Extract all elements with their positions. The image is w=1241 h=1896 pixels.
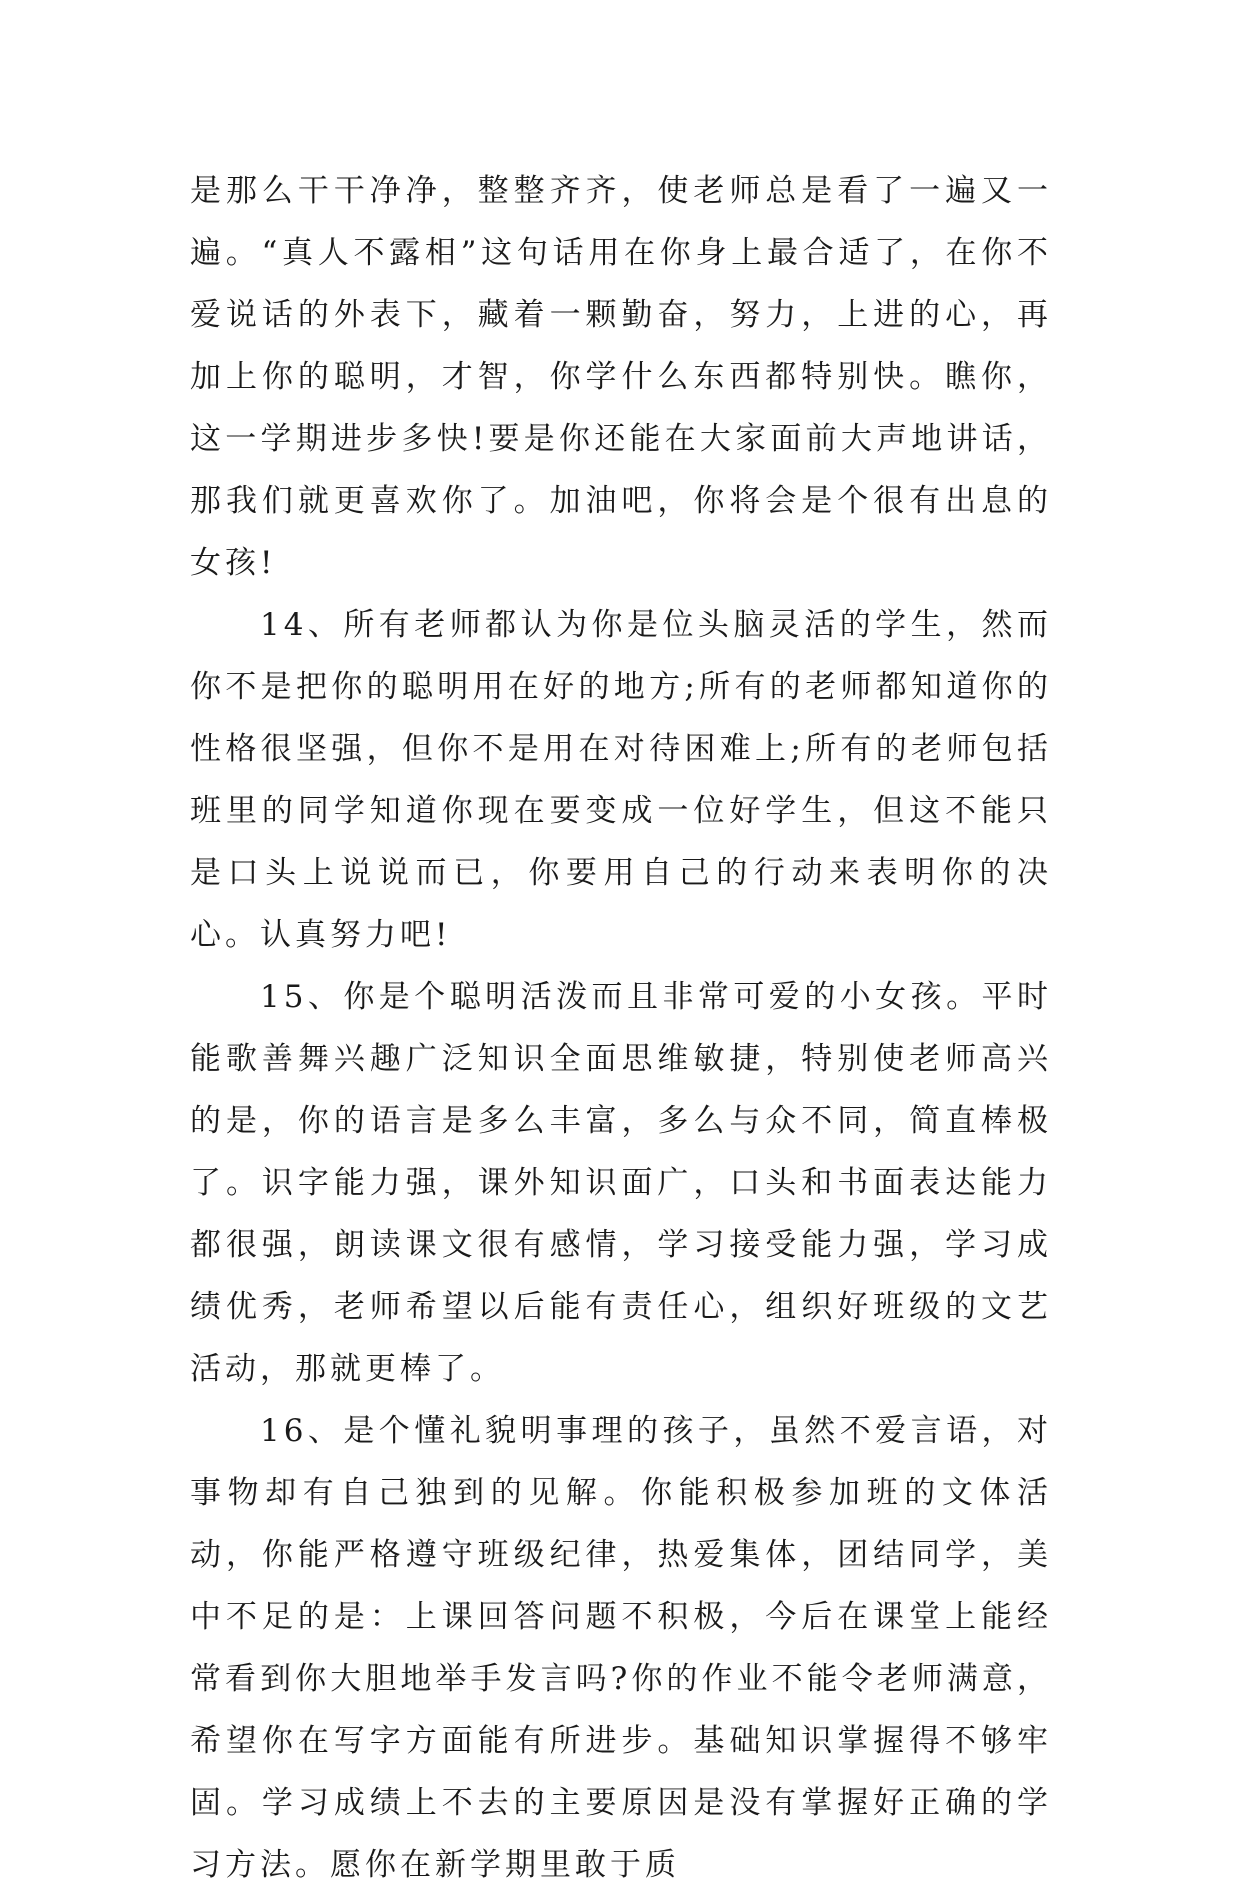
paragraph-comment-15: 15、你是个聪明活泼而且非常可爱的小女孩。平时能歌善舞兴趣广泛知识全面思维敏捷，特别使老师高兴的是，你的语言是多么丰富，多么与众不同，简直棒极了。识字能力强，课外知识面广，口头和书面表达能力都很强，朗读课文很有感情，学习接受能力强，学习成绩优秀，老师希望以后能有责任心，组织好班级的文艺活动，那就更棒了。 [190, 979, 1052, 1387]
paragraph-comment-14: 14、所有老师都认为你是位头脑灵活的学生，然而你不是把你的聪明用在好的地方;所有的老师都知道你的性格很坚强，但你不是用在对待困难上;所有的老师包括班里的同学知道你现在要变成一位好学生，但这不能只是口头上说说而已，你要用自己的行动来表明你的决心。认真努力吧! [190, 607, 1052, 953]
paragraph-continuation: 是那么干干净净，整整齐齐，使老师总是看了一遍又一遍。“真人不露相”这句话用在你身上最合适了，在你不爱说话的外表下，藏着一颗勤奋，努力，上进的心，再加上你的聪明，才智，你学什么东西都特别快。瞧你，这一学期进步多快!要是你还能在大家面前大声地讲话，那我们就更喜欢你了。加油吧，你将会是个很有出息的女孩! [190, 173, 1052, 581]
document-body [190, 160, 1052, 1896]
paragraph-comment-16: 16、是个懂礼貌明事理的孩子，虽然不爱言语，对事物却有自己独到的见解。你能积极参加班的文体活动，你能严格遵守班级纪律，热爱集体，团结同学，美中不足的是：上课回答问题不积极，今后在课堂上能经常看到你大胆地举手发言吗?你的作业不能令老师满意，希望你在写字方面能有所进步。基础知识掌握得不够牢固。学习成绩上不去的主要原因是没有掌握好正确的学习方法。愿你在新学期里敢于质 [190, 1413, 1052, 1883]
